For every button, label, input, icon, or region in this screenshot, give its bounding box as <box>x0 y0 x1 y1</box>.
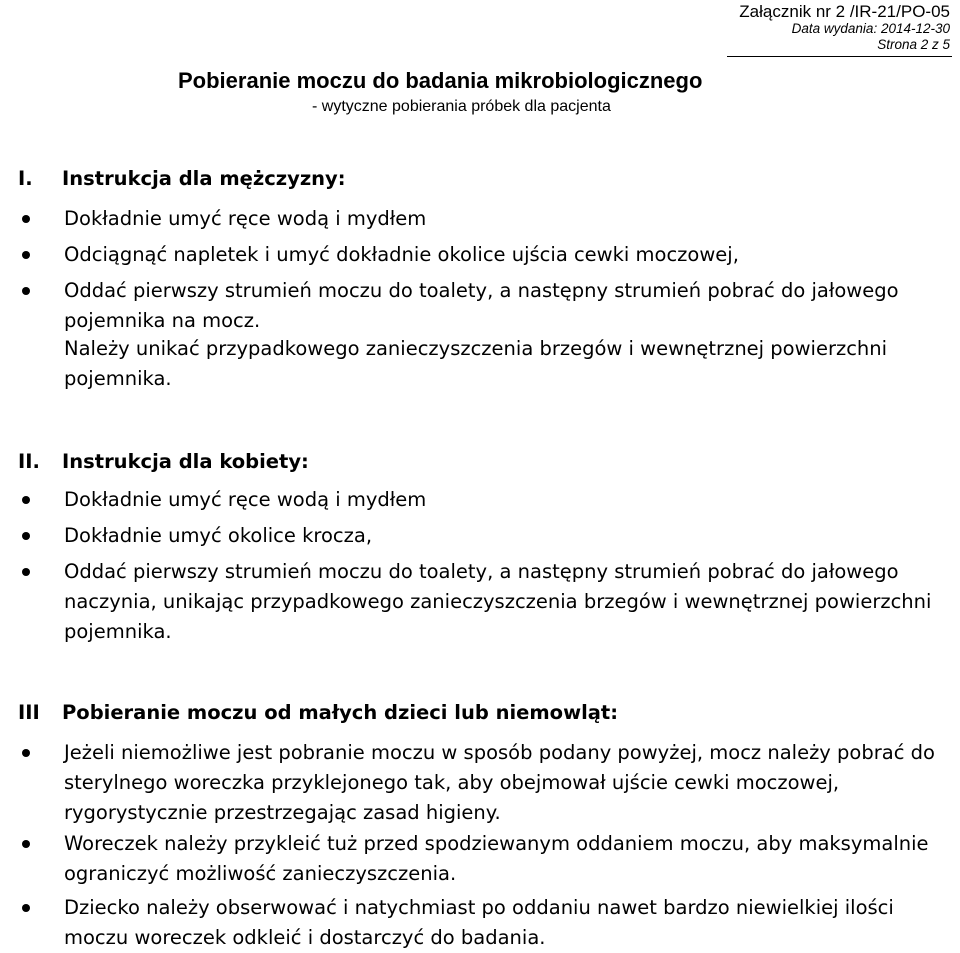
page-number: Strona 2 z 5 <box>877 37 950 52</box>
list-item <box>64 240 944 270</box>
list-item <box>64 738 944 828</box>
bullet-icon <box>22 215 30 223</box>
list-item <box>64 521 944 551</box>
section-heading-men <box>18 167 346 190</box>
bullet-icon <box>22 287 30 295</box>
bullet-icon <box>22 251 30 259</box>
document-title: Pobieranie moczu do badania mikrobiologicznego <box>178 68 703 93</box>
section-title: Pobieranie moczu od małych dzieci lub niemowląt: <box>62 701 619 724</box>
section-number: III <box>18 701 40 724</box>
list-item-text: Dokładnie umyć ręce wodą i mydłem <box>64 207 427 230</box>
page-header <box>0 0 960 56</box>
list-item <box>64 829 944 889</box>
header-rule <box>727 56 952 57</box>
attachment-number: Załącznik nr 2 /IR-21/PO-05 <box>739 2 950 21</box>
list-item <box>64 893 944 953</box>
list-item-text: Dokładnie umyć okolice krocza, <box>64 524 373 547</box>
list-item-text: Jeżeli niemożliwe jest pobranie moczu w sposób podany powyżej, mocz należy pobrać do sterylnego woreczka przyklejonego tak, aby obejmował ujście cewki moczowej, rygorystycznie przestrzegając zasad higieny. <box>64 741 935 824</box>
bullet-icon <box>22 749 30 757</box>
note-paragraph: Należy unikać przypadkowego zanieczyszczenia brzegów i wewnętrznej powierzchni pojemnika. <box>64 337 888 390</box>
section-heading-women <box>18 450 309 473</box>
bullet-icon <box>22 840 30 848</box>
list-item-text: Odciągnąć napletek i umyć dokładnie okolice ujścia cewki moczowej, <box>64 243 739 266</box>
list-item-text: Oddać pierwszy strumień moczu do toalety, a następny strumień pobrać do jałowego naczynia, unikając przypadkowego zanieczyszczenia brzegów i wewnętrznej powierzchni pojemnika. <box>64 560 932 643</box>
list-item-text: Dziecko należy obserwować i natychmiast po oddaniu nawet bardzo niewielkiej ilości moczu woreczek odkleić i dostarczyć do badania. <box>64 896 894 949</box>
section-title: Instrukcja dla mężczyzny: <box>62 167 346 190</box>
list-item <box>64 557 944 647</box>
bullet-icon <box>22 568 30 576</box>
bullet-icon <box>22 532 30 540</box>
list-item <box>64 485 944 515</box>
list-item-text: Dokładnie umyć ręce wodą i mydłem <box>64 488 427 511</box>
section-title: Instrukcja dla kobiety: <box>62 450 309 473</box>
bullet-icon <box>22 904 30 912</box>
list-item-text: Oddać pierwszy strumień moczu do toalety, a następny strumień pobrać do jałowego pojemnika na mocz. <box>64 279 899 332</box>
issue-date: Data wydania: 2014-12-30 <box>791 21 950 36</box>
list-item <box>64 204 944 234</box>
bullet-icon <box>22 496 30 504</box>
section-number: II. <box>18 450 40 473</box>
section-number: I. <box>18 167 33 190</box>
list-item-text: Woreczek należy przykleić tuż przed spodziewanym oddaniem moczu, aby maksymalnie ograniczyć możliwość zanieczyszczenia. <box>64 832 929 885</box>
list-item <box>64 276 944 336</box>
document-subtitle: - wytyczne pobierania próbek dla pacjenta <box>312 98 611 115</box>
section-heading-children <box>18 701 618 724</box>
